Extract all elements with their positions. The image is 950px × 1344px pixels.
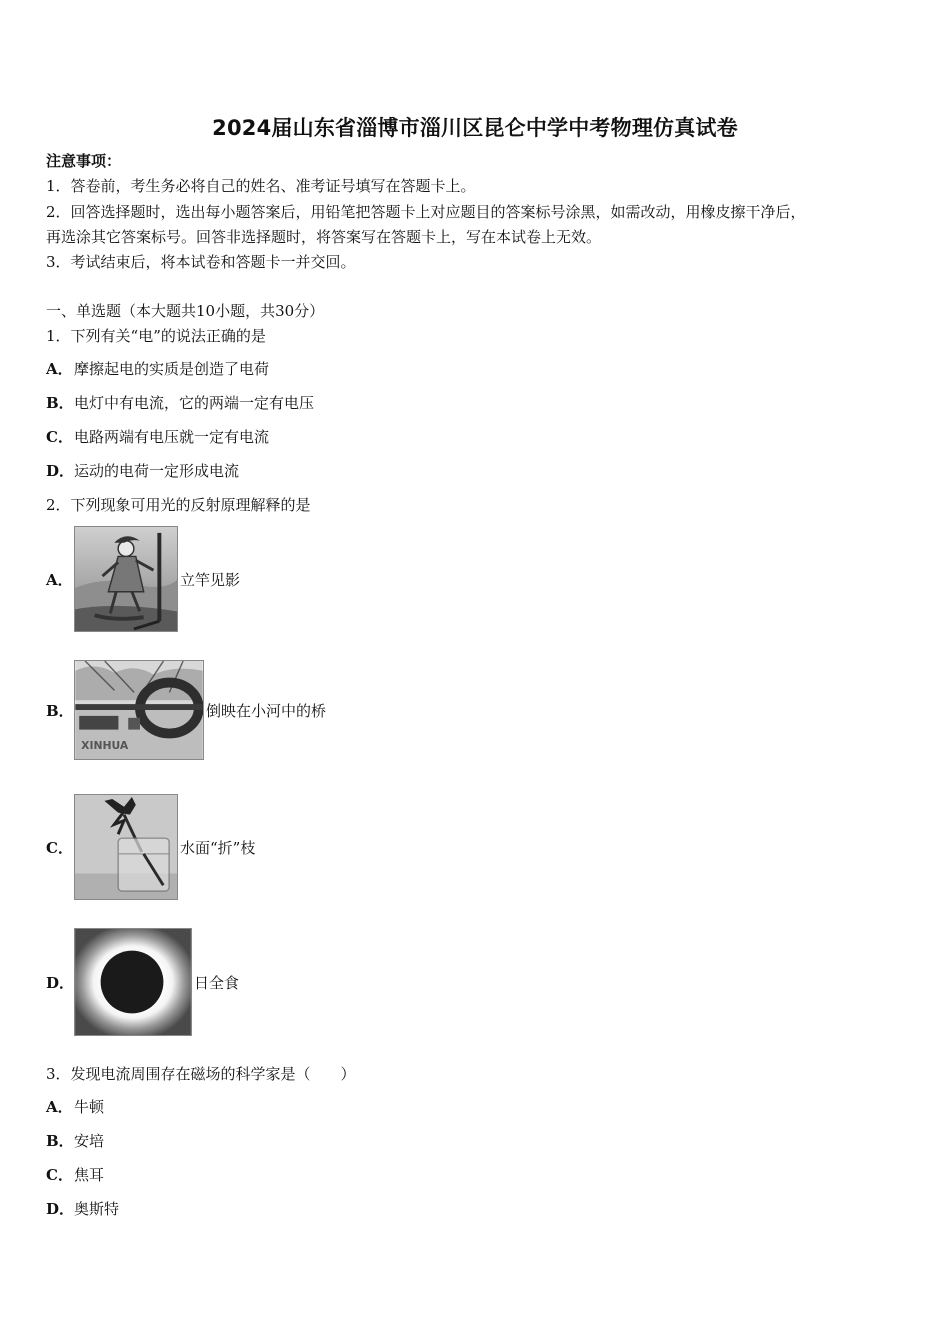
option-text: 倒映在小河中的桥 — [206, 701, 327, 720]
option-text: 电路两端有电压就一定有电流 — [74, 428, 270, 446]
bent-stick-in-water-image — [74, 794, 178, 900]
option-label: A． — [46, 360, 73, 378]
option-label: A． — [46, 570, 73, 589]
notice-item: 再选涂其它答案标号。回答非选择题时，将答案写在答题卡上，写在本试卷上无效。 — [46, 228, 602, 246]
option-text: 运动的电荷一定形成电流 — [74, 462, 240, 480]
q3-option-c[interactable] — [46, 1165, 104, 1185]
option-label: B． — [46, 1132, 74, 1150]
option-label: C． — [46, 838, 73, 857]
notice-heading: 注意事项： — [46, 152, 122, 170]
q2-option-b[interactable] — [46, 660, 326, 760]
option-text: 牛顿 — [74, 1098, 105, 1116]
option-text: 立竿见影 — [180, 570, 241, 589]
option-label: C． — [46, 428, 73, 446]
q3-option-a[interactable] — [46, 1097, 104, 1117]
notice-item: 2．回答选择题时，选出每小题答案后，用铅笔把答题卡上对应题目的答案标号涂黑，如需改动，用橡皮擦干净后， — [46, 203, 806, 221]
q3-option-d[interactable] — [46, 1199, 119, 1219]
option-label: A． — [46, 1098, 73, 1116]
exam-title: 2024届山东省淄博市淄川区昆仑中学中考物理仿真试卷 — [212, 116, 738, 140]
notice-item: 1．答卷前，考生务必将自己的姓名、准考证号填写在答题卡上。 — [46, 177, 476, 195]
option-text: 摩擦起电的实质是创造了电荷 — [74, 360, 270, 378]
q1-option-c[interactable] — [46, 427, 269, 447]
q2-option-d[interactable] — [46, 928, 239, 1036]
option-label: C． — [46, 1166, 73, 1184]
option-text: 水面“折”枝 — [180, 838, 256, 857]
q3-option-b[interactable] — [46, 1131, 104, 1151]
option-label: D． — [46, 1200, 75, 1218]
q1-option-d[interactable] — [46, 461, 239, 481]
bridge-reflection-image — [74, 660, 204, 760]
question-3-stem: 3．发现电流周围存在磁场的科学家是（ ） — [46, 1065, 356, 1083]
question-1-stem: 1．下列有关“电”的说法正确的是 — [46, 327, 266, 345]
q2-option-a[interactable] — [46, 526, 240, 632]
svg-text:XINHUA: XINHUA — [81, 739, 129, 753]
q1-option-a[interactable] — [46, 359, 269, 379]
section-heading: 一、单选题（本大题共10小题，共30分） — [46, 302, 325, 320]
option-text: 安培 — [74, 1132, 105, 1150]
solar-eclipse-image — [74, 928, 192, 1036]
shadow-pole-image — [74, 526, 178, 632]
option-label: B． — [46, 394, 74, 412]
question-2-stem: 2．下列现象可用光的反射原理解释的是 — [46, 496, 311, 514]
option-text: 电灯中有电流，它的两端一定有电压 — [74, 394, 315, 412]
q1-option-b[interactable] — [46, 393, 314, 413]
notice-item: 3．考试结束后，将本试卷和答题卡一并交回。 — [46, 253, 356, 271]
q2-option-c[interactable] — [46, 794, 255, 900]
option-label: D． — [46, 973, 75, 992]
option-label: B． — [46, 701, 74, 720]
option-text: 日全食 — [194, 973, 240, 992]
option-text: 焦耳 — [74, 1166, 105, 1184]
option-text: 奥斯特 — [74, 1200, 120, 1218]
option-label: D． — [46, 462, 75, 480]
